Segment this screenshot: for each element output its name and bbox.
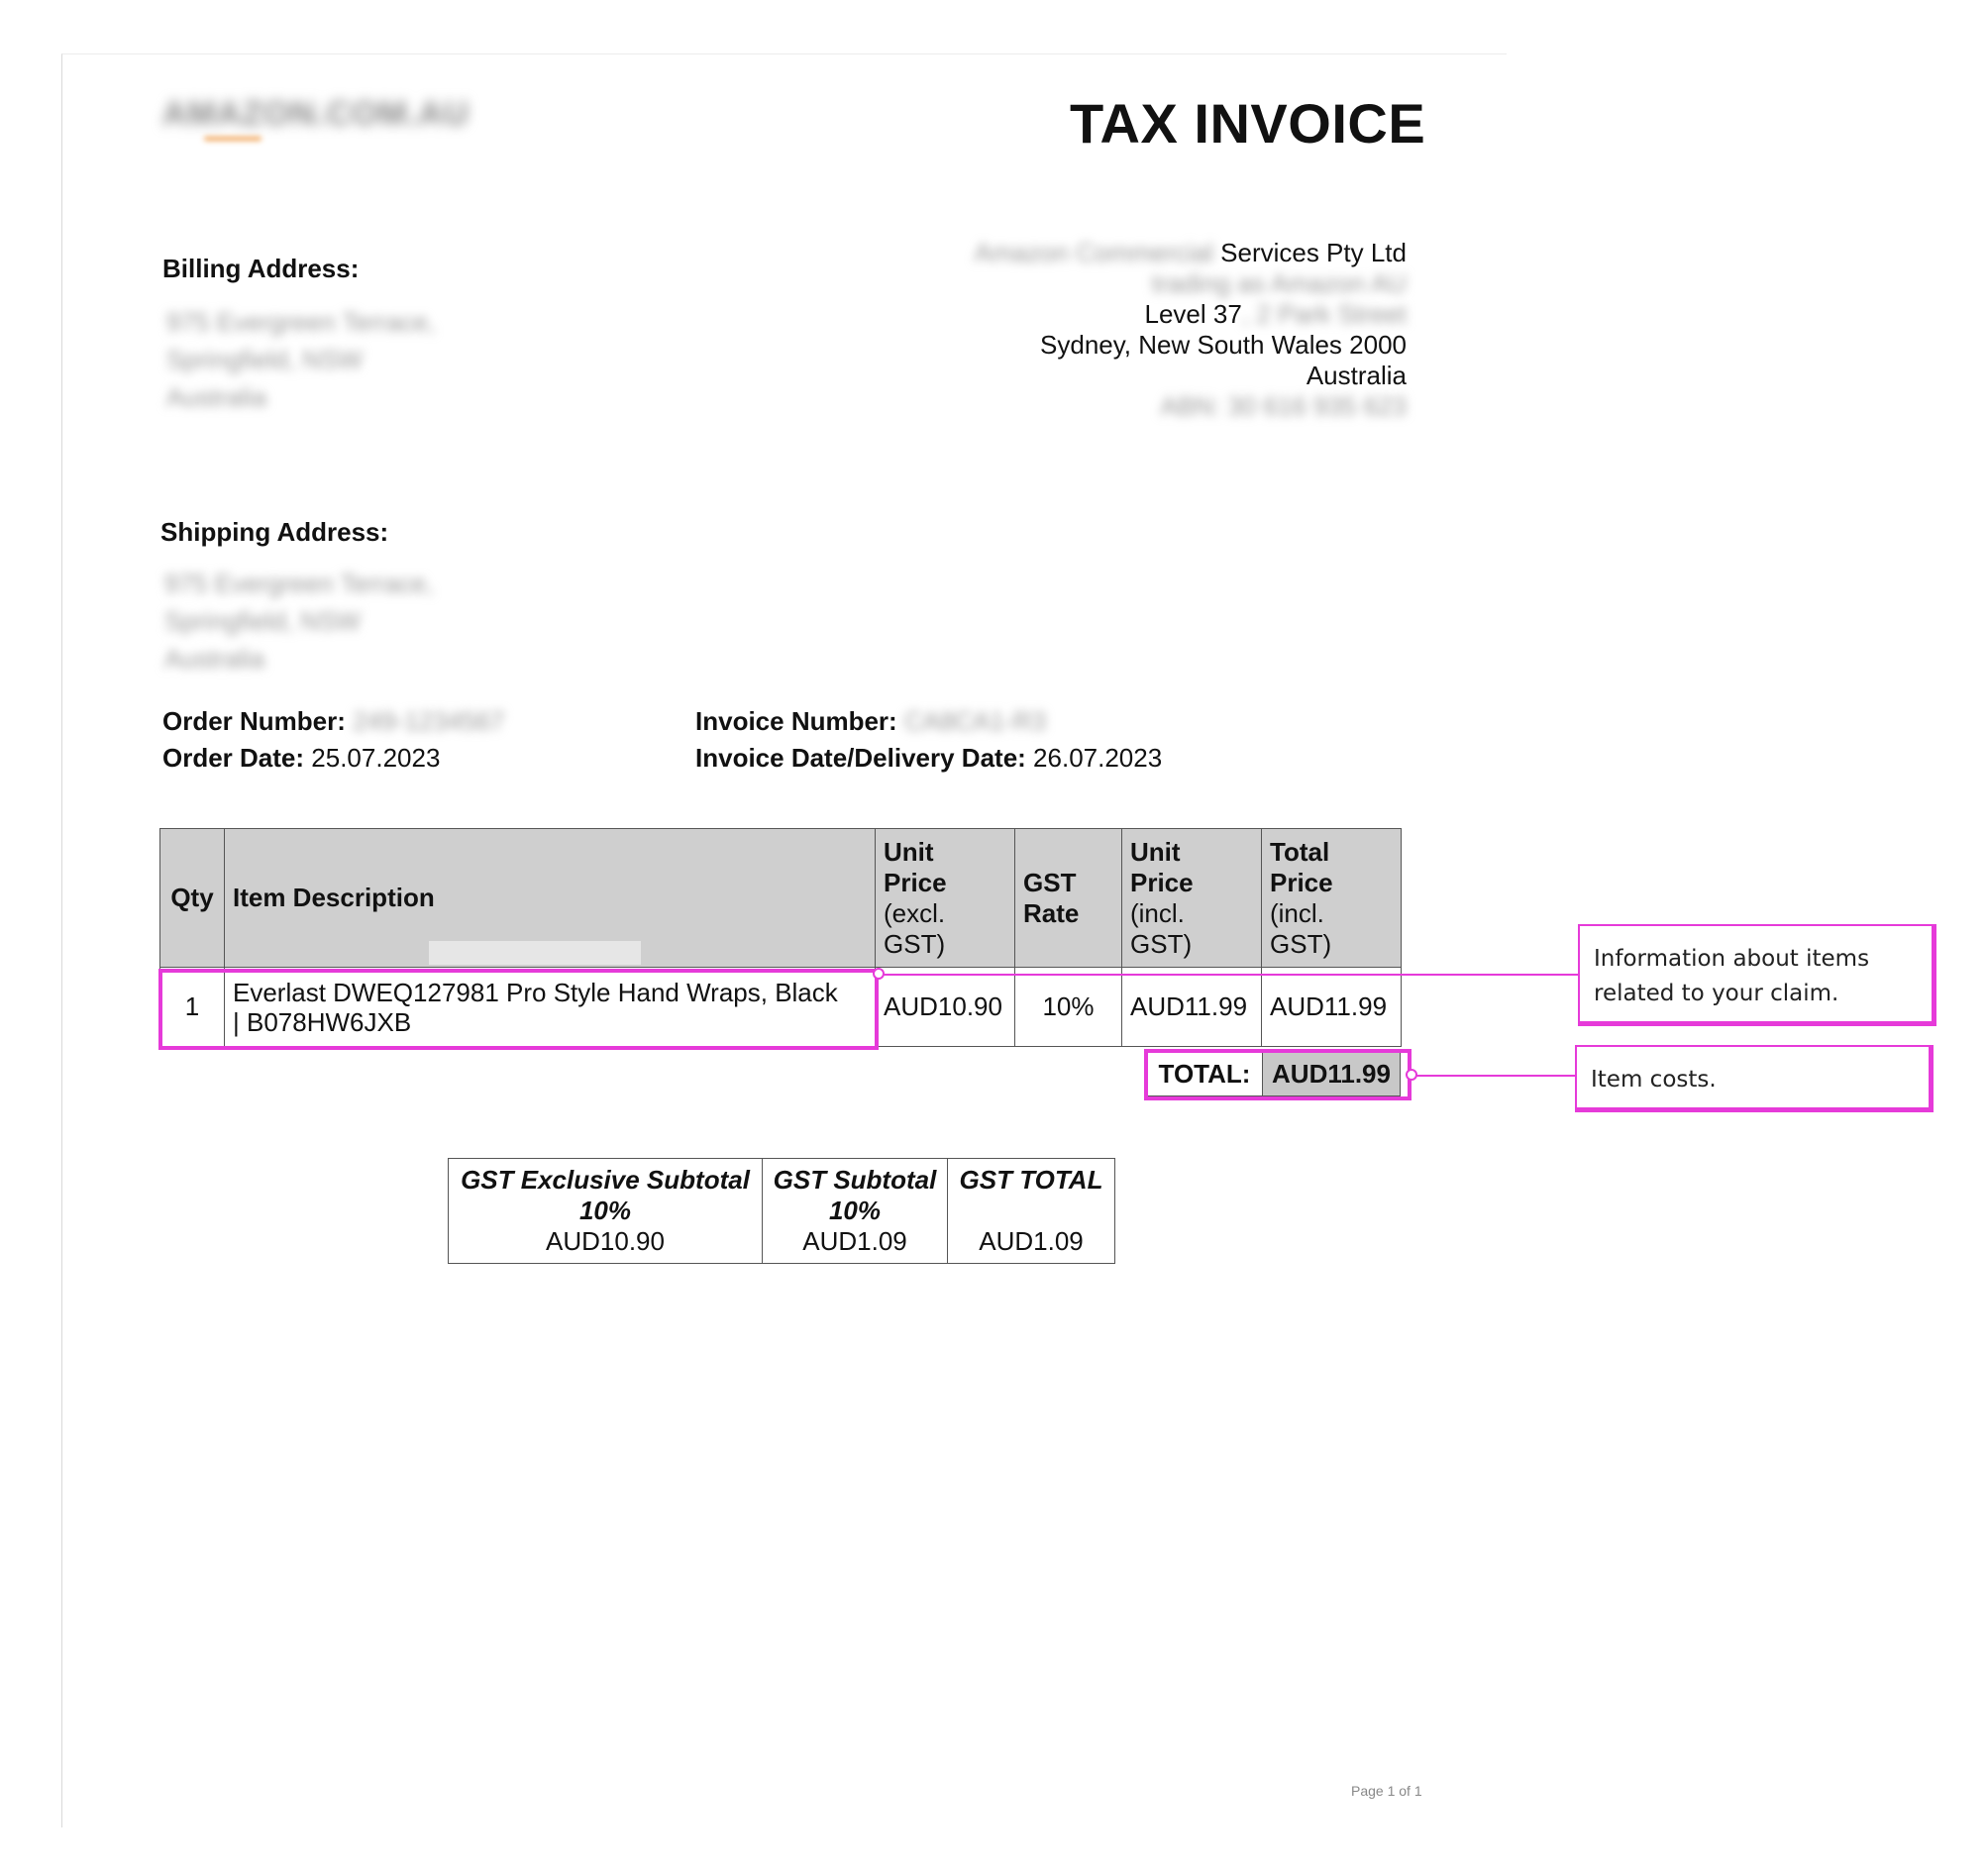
billing-line: 975 Evergreen Terrace, [166, 307, 436, 337]
seller-line-4: Sydney, New South Wales 2000 [1040, 330, 1407, 360]
items-highlight-box [158, 969, 879, 1050]
invoice-info [695, 703, 1162, 777]
header-redaction-bar [429, 941, 641, 965]
shipping-line: 975 Evergreen Terrace, [164, 569, 434, 598]
costs-connector-dot [1406, 1069, 1417, 1081]
gst-exclusive-subtotal-value: AUD10.90 [546, 1226, 665, 1256]
gst-rate-word-1: GST [1023, 867, 1077, 897]
total-price-word-1: Total [1270, 836, 1330, 867]
gst-rate-header [1015, 829, 1122, 968]
shipping-address-block [164, 565, 433, 677]
invoice-title: TAX INVOICE [1070, 92, 1426, 155]
shipping-line: Springfield, NSW [164, 606, 361, 636]
total-value: AUD11.99 [1262, 1052, 1400, 1095]
seller-line-3 [891, 299, 1407, 330]
logo-smile-mark [204, 137, 261, 141]
invoice-number-label: Invoice Number: [695, 706, 897, 736]
invoice-date-value: 26.07.2023 [1033, 743, 1163, 773]
unit-price-excl-header [876, 829, 1015, 968]
order-number-row [162, 703, 504, 740]
total-price-word-4: GST) [1270, 928, 1332, 959]
item-description-line-1: Everlast DWEQ127981 Pro Style Hand Wraps, Black [233, 977, 838, 1007]
gst-subtotal-cell [763, 1159, 948, 1264]
item-total-price: AUD11.99 [1262, 968, 1402, 1047]
gst-total-head: GST TOTAL [959, 1165, 1103, 1195]
total-price-header [1262, 829, 1402, 968]
gst-total-cell [948, 1159, 1115, 1264]
seller-level: Level 37 [1144, 299, 1242, 329]
items-callout: Information about items related to your claim. [1578, 924, 1936, 1026]
item-description-line-2: | B078HW6JXB [233, 1006, 412, 1037]
billing-address-label: Billing Address: [162, 254, 360, 283]
unit-price-incl-word-2: Price [1130, 867, 1194, 897]
gst-exclusive-subtotal-cell [449, 1159, 763, 1264]
item-unit-price-excl: AUD10.90 [876, 968, 1015, 1047]
order-number-redacted: 249-1234567 [353, 706, 505, 736]
item-qty: 1 [160, 968, 225, 1047]
unit-price-incl-header [1122, 829, 1262, 968]
seller-line-2: trading as Amazon AU [1151, 268, 1407, 298]
gst-exclusive-subtotal-rate: 10% [578, 1196, 632, 1225]
gst-summary-table [448, 1158, 1115, 1264]
seller-street-redacted: , 2 Park Street [1241, 299, 1407, 329]
gst-subtotal-rate: 10% [828, 1196, 882, 1225]
total-label: TOTAL: [1158, 1058, 1251, 1089]
unit-price-incl-word-3: (incl. [1130, 897, 1185, 928]
order-date-row [162, 740, 504, 777]
invoice-date-row [695, 740, 1162, 777]
costs-connector-line [1412, 1075, 1578, 1077]
gst-summary-row [449, 1159, 1115, 1264]
gst-subtotal-head: GST Subtotal [773, 1165, 937, 1195]
items-header-row [160, 829, 1402, 968]
page-number: Page 1 of 1 [1351, 1783, 1422, 1799]
shipping-line: Australia [164, 644, 265, 674]
unit-price-excl-word-1: Unit [884, 836, 934, 867]
item-unit-price-incl: AUD11.99 [1122, 968, 1262, 1047]
gst-subtotal-value: AUD1.09 [802, 1226, 907, 1256]
item-gst-rate: 10% [1015, 968, 1122, 1047]
total-price-word-3: (incl. [1270, 897, 1324, 928]
description-header [225, 829, 876, 968]
invoice-number-redacted: CA8CA1-R3 [903, 706, 1047, 736]
costs-callout: Item costs. [1575, 1045, 1934, 1112]
billing-line: Australia [166, 382, 267, 412]
seller-name-redacted: Amazon Commercial [974, 238, 1213, 267]
qty-header: Qty [160, 829, 225, 968]
seller-abn-redacted: ABN: 30 616 935 623 [1160, 391, 1407, 421]
unit-price-excl-word-3: (excl. [884, 897, 946, 928]
gst-total-value: AUD1.09 [979, 1226, 1084, 1256]
order-info [162, 703, 504, 777]
unit-price-excl-word-4: GST) [884, 928, 946, 959]
order-number-label: Order Number: [162, 706, 346, 736]
seller-name-suffix: Services Pty Ltd [1220, 238, 1407, 267]
total-price-word-2: Price [1270, 867, 1333, 897]
seller-line-1 [891, 238, 1407, 268]
shipping-address-label: Shipping Address: [160, 517, 389, 547]
invoice-number-row [695, 703, 1162, 740]
order-date-value: 25.07.2023 [311, 743, 441, 773]
description-header-label: Item Description [233, 883, 435, 912]
items-connector-line [879, 974, 1580, 976]
gst-exclusive-subtotal-head: GST Exclusive Subtotal [461, 1165, 750, 1195]
seller-line-5: Australia [1306, 361, 1407, 390]
items-connector-dot [873, 968, 885, 980]
unit-price-incl-word-1: Unit [1130, 836, 1181, 867]
order-date-label: Order Date: [162, 743, 305, 773]
unit-price-incl-word-4: GST) [1130, 928, 1193, 959]
unit-price-excl-word-2: Price [884, 867, 947, 897]
billing-address-block [166, 303, 435, 416]
seller-address-block [891, 238, 1407, 422]
company-logo: AMAZON.COM.AU [162, 95, 470, 133]
invoice-date-label: Invoice Date/Delivery Date: [695, 743, 1026, 773]
gst-rate-word-2: Rate [1023, 897, 1080, 928]
total-highlight-box [1144, 1049, 1412, 1100]
billing-line: Springfield, NSW [166, 345, 363, 374]
